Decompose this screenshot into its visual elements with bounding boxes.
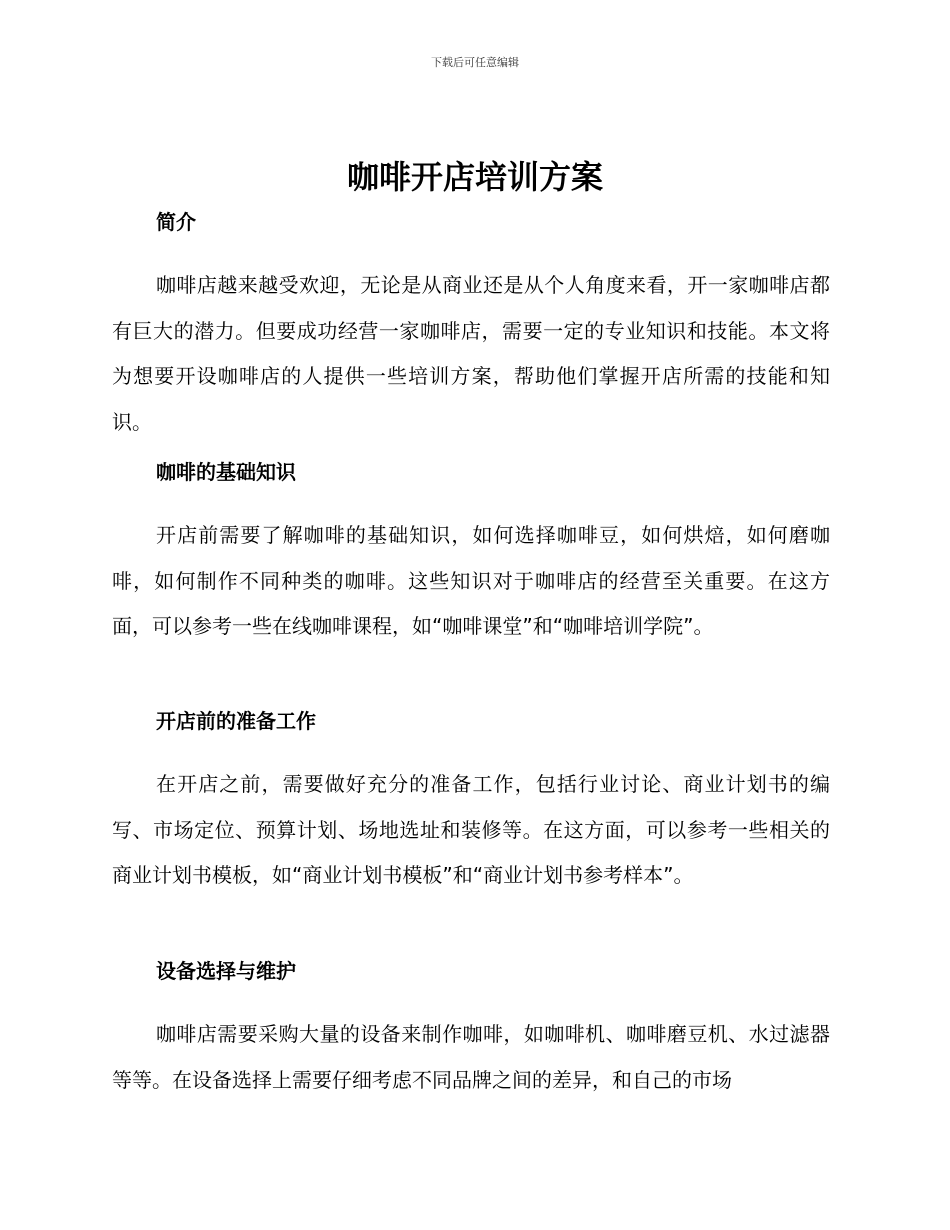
section-heading-coffee-basics: 咖啡的基础知识 <box>156 460 296 484</box>
section-heading-equipment: 设备选择与维护 <box>156 959 296 983</box>
section-intro <box>112 208 830 445</box>
document-title: 咖啡开店培训方案 <box>346 158 603 196</box>
section-equipment <box>112 957 830 1103</box>
section-paragraph-coffee-basics: 开店前需要了解咖啡的基础知识，如何选择咖啡豆，如何烘焙，如何磨咖啡，如何制作不同种类的咖啡。这些知识对于咖啡店的经营至关重要。在这方面，可以参考一些在线咖啡课程，如“咖啡课堂”和“咖啡培训学院”。 <box>112 523 830 638</box>
section-paragraph-equipment: 咖啡店需要采购大量的设备来制作咖啡，如咖啡机、咖啡磨豆机、水过滤器等等。在设备选择上需要仔细考虑不同品牌之间的差异，和自己的市场 <box>112 1022 830 1092</box>
section-preparation <box>112 707 830 899</box>
section-heading-intro: 简介 <box>156 210 196 234</box>
section-paragraph-preparation: 在开店之前，需要做好充分的准备工作，包括行业讨论、商业计划书的编写、市场定位、预算计划、场地选址和装修等。在这方面，可以参考一些相关的商业计划书模板，如“商业计划书模板”和“商业计划书参考样本”。 <box>112 772 830 887</box>
section-coffee-basics <box>112 458 830 650</box>
page-header-note: 下载后可任意编辑 <box>431 56 519 69</box>
section-paragraph-intro: 咖啡店越来越受欢迎，无论是从商业还是从个人角度来看，开一家咖啡店都有巨大的潜力。但要成功经营一家咖啡店，需要一定的专业知识和技能。本文将为想要开设咖啡店的人提供一些培训方案，帮助他们掌握开店所需的技能和知识。 <box>112 273 830 434</box>
section-heading-preparation: 开店前的准备工作 <box>156 709 316 733</box>
